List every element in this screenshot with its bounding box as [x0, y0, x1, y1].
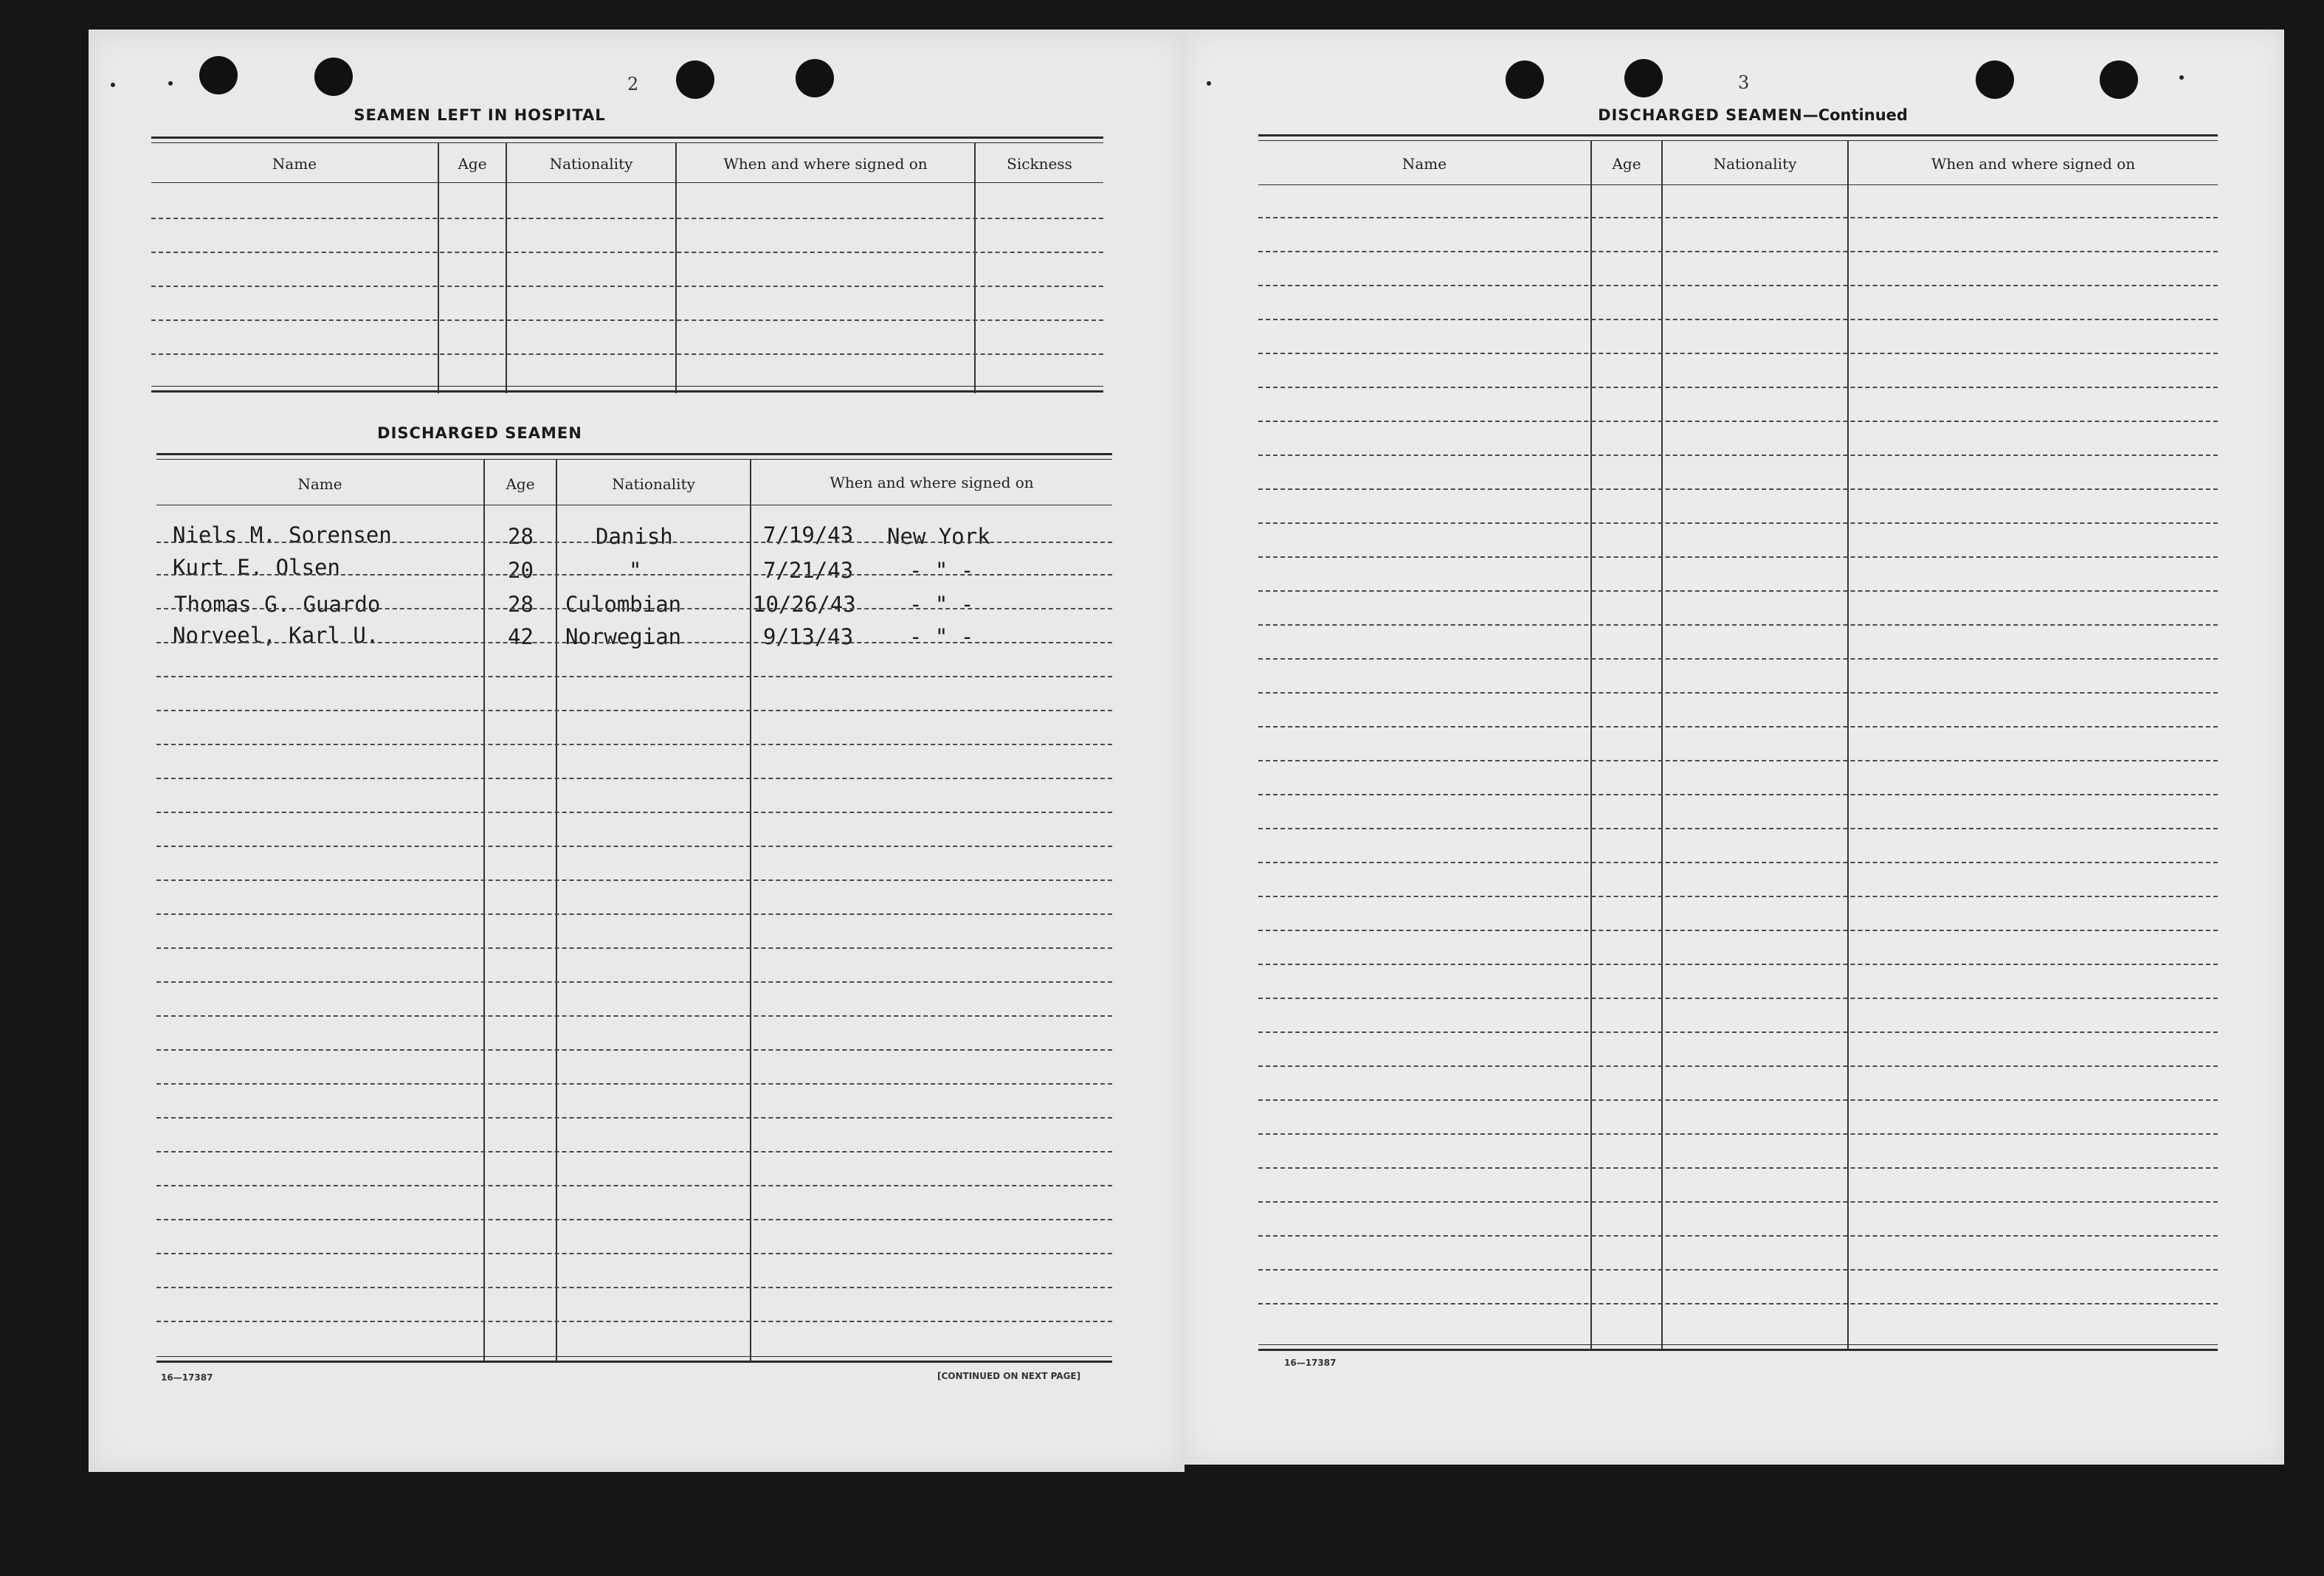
signed-on-date: 10/26/43	[753, 592, 856, 617]
seaman-age: 42	[508, 624, 534, 649]
hospital-col-nationality: Nationality	[549, 155, 633, 173]
page-number: 2	[627, 74, 639, 94]
binder-hole	[1624, 59, 1663, 97]
signed-on-place: - " -	[909, 624, 974, 649]
seaman-name: Norveel, Karl U.	[173, 623, 379, 648]
seaman-nationality: "	[629, 558, 642, 583]
binder-hole	[1976, 61, 2014, 99]
binder-hole	[1506, 61, 1544, 99]
form-number: 16—17387	[1284, 1358, 1337, 1368]
punch-mark	[2179, 75, 2184, 80]
page-number: 3	[1738, 72, 1750, 93]
binder-hole	[796, 59, 834, 97]
seaman-nationality: Culombian	[565, 592, 682, 617]
hospital-col-name: Name	[272, 155, 317, 173]
signed-on-date: 9/13/43	[763, 624, 854, 649]
discharged-col-age: Age	[506, 475, 535, 493]
signed-on-date: 7/21/43	[763, 558, 854, 583]
title-main: DISCHARGED SEAMEN	[1598, 106, 1803, 124]
signed-on-date: 7/19/43	[763, 522, 854, 547]
left-page	[89, 30, 1185, 1472]
seaman-name: Kurt E. Olsen	[173, 555, 340, 580]
discharged-col-name: Name	[297, 475, 342, 493]
signed-on-place: New York	[887, 524, 990, 549]
punch-mark	[111, 83, 115, 87]
discharged-continued-table	[1258, 134, 2218, 1389]
continued-col-nationality: Nationality	[1713, 155, 1797, 173]
signed-on-place: - " -	[909, 592, 974, 617]
hospital-col-sickness: Sickness	[1007, 155, 1072, 173]
continued-col-age: Age	[1612, 155, 1641, 173]
seaman-nationality: Danish	[596, 524, 673, 549]
title-suffix: —Continued	[1802, 106, 1908, 124]
hospital-col-signed-on: When and where signed on	[723, 155, 928, 173]
binder-hole	[199, 56, 238, 94]
discharged-section-title: DISCHARGED SEAMEN	[377, 424, 582, 442]
discharged-continued-title	[1480, 106, 2026, 124]
right-page	[1185, 30, 2284, 1465]
continued-note: [CONTINUED ON NEXT PAGE]	[937, 1371, 1081, 1381]
hospital-col-age: Age	[458, 155, 487, 173]
continued-col-name: Name	[1401, 155, 1447, 173]
punch-mark	[1207, 81, 1211, 86]
signed-on-place: - " -	[909, 558, 974, 583]
form-number: 16—17387	[161, 1372, 213, 1383]
seaman-age: 28	[508, 524, 534, 549]
discharged-col-signed-on: When and where signed on	[830, 474, 1034, 491]
punch-mark	[168, 81, 173, 86]
discharged-table	[156, 453, 1112, 1390]
continued-col-signed-on: When and where signed on	[1931, 155, 2136, 173]
binder-hole	[676, 61, 714, 99]
binder-hole	[2100, 61, 2138, 99]
discharged-col-nationality: Nationality	[612, 475, 695, 493]
seaman-nationality: Norwegian	[565, 624, 682, 649]
seaman-age: 20	[508, 558, 534, 583]
hospital-section-title: SEAMEN LEFT IN HOSPITAL	[354, 106, 606, 124]
seaman-name: Niels M. Sorensen	[173, 522, 392, 547]
seaman-name: Thomas G. Guardo	[174, 592, 381, 617]
binder-hole	[314, 58, 353, 96]
seaman-age: 28	[508, 592, 534, 617]
hospital-table	[151, 136, 1103, 432]
